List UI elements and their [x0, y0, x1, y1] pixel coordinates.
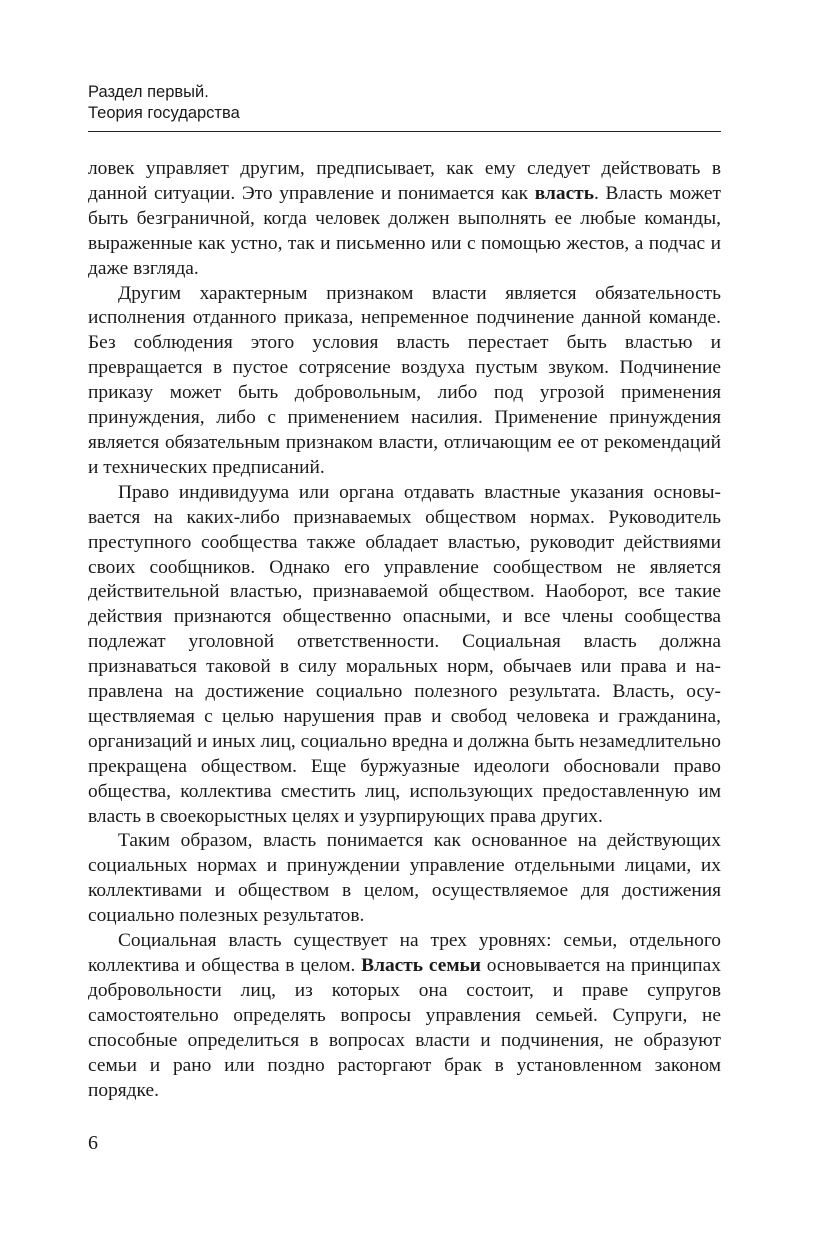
body-text — [88, 157, 721, 1103]
paragraph-5 — [88, 929, 721, 1103]
paragraph-2: Другим характерным признаком власти является обязательность исполнения отданного приказа, непременное подчинение данной команде. Без соблюдения этого условия власть перестает быть властью и превращается в пустое сотрясение воздуха пустым звуком. Подчинение приказу может быть добровольным, либо под угрозой применения принуждения, либо с применением насилия. Применение принуждения является обязательным признаком власти, отличающим ее от рекомендаций и технических предписаний. — [88, 282, 721, 478]
running-head — [88, 82, 721, 124]
page-number: 6 — [88, 1132, 98, 1154]
paragraph-1-text-a: ловек управляет другим, предписывает, как ему следует действовать в данной ситуации. Это управление и понимается как — [88, 158, 721, 204]
paragraph-1 — [88, 157, 721, 282]
paragraph-4: Таким образом, власть понимается как основанное на действующих социальных нормах и принуждении управление отдельными лицами, их коллективами и обществом в целом, осуществляемое для достижения социально полезных результатов. — [88, 830, 721, 927]
paragraph-1-text-b: . Власть может быть безграничной, когда человек должен выполнять ее любые команды, выраженные как устно, так и письменно или с помощью жестов, а подчас и даже взгляда. — [88, 182, 721, 279]
paragraph-5-text-a: Социальная власть существует на трех уровнях: семьи, отдельного коллектива и общества в целом. — [88, 930, 721, 976]
term-vlast-semi: Власть семьи — [361, 955, 481, 976]
term-vlast: власть — [534, 182, 594, 204]
running-head-title: Теория государства — [88, 104, 240, 122]
running-head-section: Раздел первый. — [88, 83, 209, 101]
book-page — [88, 0, 721, 1241]
paragraph-5-text-b: основывается на принципах добровольности лиц, из которых она состоит, и праве супругов самостоятельно определять вопросы управления семьей. Супруги, не способные определиться в вопросах власти и подчинения, не образуют семьи и рано или поздно расторгают брак в установленном законом порядке. — [88, 955, 721, 1101]
header-rule — [88, 131, 721, 132]
paragraph-3: Право индивидуума или органа отдавать властные указания основывается на каких-либо признаваемых обществом нормах. Руководитель преступного сообщества также обладает властью, руководит действиями своих сообщников. Однако его управление сообществом не является действительной властью, признаваемой обществом. Наоборот, все такие действия признаются общественно опасными, и все члены сообщества подлежат уголовной ответственности. Социальная власть должна признаваться таковой в силу моральных норм, обычаев или права и направлена на достижение социально полезного результата. Власть, осуществляемая с целью нарушения прав и свобод человека и гражданина, организаций и иных лиц, социально вредна и должна быть незамедлительно прекращена обществом. Еще буржуазные идеологи обосновали право общества, коллектива сместить лиц, использующих предоставленную им власть в своекорыстных целях и узурпирующих права других. — [88, 481, 721, 827]
